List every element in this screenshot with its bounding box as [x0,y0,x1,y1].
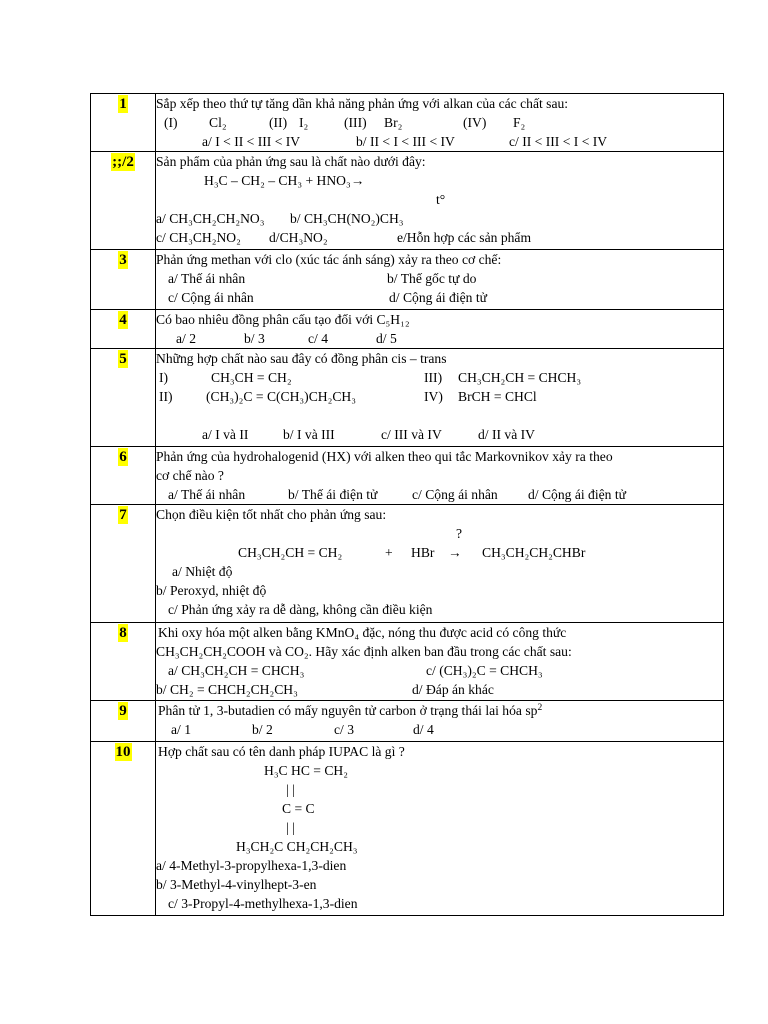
answer-options [156,894,723,913]
option-b[interactable]: b/ 3-Methyl-4-vinylhept-3-en [156,877,317,892]
question-prompt [156,701,723,720]
compound-formula: Cl₂ [209,115,227,130]
question-prompt: Sắp xếp theo thứ tự tăng dần khả năng phản ứng với alkan của các chất sau: [156,96,569,111]
answer-options [156,680,723,699]
option-a[interactable]: a/ I < II < III < IV [202,134,301,149]
option-b[interactable]: b/ Thế gốc tự do [387,271,477,286]
answer-options [156,875,723,894]
product: CH₃CH₂CH₂CHBr [482,545,586,560]
option-c[interactable]: c/ 3-Propyl-4-methylhexa-1,3-dien [168,896,358,911]
option-a[interactable]: a/ 1 [171,722,192,737]
question-prompt: Phản ứng của hydrohalogenid (HX) với alken theo qui tắc Markovnikov xảy ra theo [156,449,613,464]
reaction-condition-line [156,190,723,209]
question-prompt: cơ chế nào ? [156,468,224,483]
superscript: 2 [537,703,543,713]
question-number-cell [91,250,156,310]
question-number: 5 [119,351,127,367]
question-prompt: Những hợp chất nào sau đây có đồng phân cis – trans [156,351,447,366]
compound-list [156,113,723,132]
option-a[interactable]: a/ 2 [176,331,197,346]
compound-label: (IV) [463,115,487,130]
question-number: 7 [119,507,127,523]
question-number-cell [91,505,156,623]
question-number: 8 [119,625,127,641]
option-c[interactable]: c/ Cộng ái nhân [412,487,498,502]
answer-options [156,209,723,228]
option-a[interactable]: a/ Nhiệt độ [172,564,233,579]
question-body [156,310,724,349]
reaction-formula: H₃C – CH₂ – CH₃ + HNO₃→ [204,173,365,188]
question-body [156,701,724,742]
compound-list [156,387,723,406]
compound-label: (III) [344,115,367,130]
option-c[interactable]: c/ 4 [308,331,329,346]
question-row-7 [91,505,724,623]
question-row-8 [91,623,724,701]
reaction-condition: ? [456,526,463,541]
question-prompt: Phản ứng methan với clo (xúc tác ánh sáng) xảy ra theo cơ chế: [156,252,502,267]
option-d[interactable]: d/ Đáp án khác [412,682,494,697]
answer-options [156,600,723,619]
option-c[interactable]: c/ Phản ứng xảy ra dễ dàng, không cần điều kiện [168,602,433,617]
question-row-1 [91,94,724,152]
compound-formula: BrCH = CHCl [458,389,537,404]
structure-line [156,780,723,799]
option-d[interactable]: d/CH₃NO₂ [269,230,328,245]
compound-formula: (CH₃)₂C = C(CH₃)CH₂CH₃ [206,389,356,404]
option-b[interactable]: b/ 3 [244,331,265,346]
option-b[interactable]: b/ II < I < III < IV [356,134,455,149]
question-prompt: Khi oxy hóa một alken bằng KMnO₄ đặc, nóng thu được acid có công thức [158,625,567,640]
option-a[interactable]: a/ Thế ái nhân [168,271,246,286]
option-b[interactable]: b/ I và III [283,427,335,442]
structure-line [156,761,723,780]
question-number: 3 [119,252,127,268]
compound-label: (I) [164,115,178,130]
answer-options [156,562,723,581]
plus-sign: + [385,545,393,560]
option-d[interactable]: d/ Cộng ái điện tử [389,290,487,305]
question-number: 6 [119,449,127,465]
option-c[interactable]: c/ II < III < I < IV [509,134,608,149]
compound-formula: F₂ [513,115,526,130]
option-b[interactable]: b/ Peroxyd, nhiệt độ [156,583,267,598]
question-number-cell [91,94,156,152]
question-body [156,742,724,916]
structural-bond-row: | | [286,820,295,835]
question-body [156,623,724,701]
option-a[interactable]: a/ 4-Methyl-3-propylhexa-1,3-dien [156,858,347,873]
option-a[interactable]: a/ CH₃CH₂CH = CHCH₃ [168,663,305,678]
option-c[interactable]: c/ 3 [334,722,355,737]
option-b[interactable]: b/ 2 [252,722,273,737]
option-a[interactable]: a/ CH₃CH₂CH₂NO₃ [156,211,265,226]
question-number: 4 [119,312,127,328]
compound-label: (II) [269,115,288,130]
question-body [156,152,724,250]
answer-options [156,485,723,504]
compound-formula: CH₃CH₂CH = CHCH₃ [458,370,582,385]
compound-label: II) [159,389,173,404]
option-b[interactable]: b/ CH₃CH(NO₂)CH₃ [290,211,404,226]
option-d[interactable]: d/ 5 [376,331,397,346]
answer-options [156,228,723,247]
question-body [156,250,724,310]
option-d[interactable]: d/ II và IV [478,427,535,442]
option-b[interactable]: b/ Thế ái điện tử [288,487,378,502]
option-c[interactable]: c/ (CH₃)₂C = CHCH₃ [426,663,543,678]
answer-options [156,661,723,680]
structural-bond-row: | | [286,782,295,797]
structural-formula-row: H₃C HC = CH₂ [264,763,348,778]
compound-label: III) [424,370,443,385]
reaction-arrow: → [448,545,462,560]
question-prompt-text: Phân tử 1, 3-butadien có mấy nguyên tử carbon ở trạng thái lai hóa sp [158,703,538,718]
question-body [156,447,724,505]
question-number-cell [91,701,156,742]
question-row-5 [91,349,724,447]
question-number: 9 [119,703,127,719]
question-body [156,94,724,152]
option-b[interactable]: b/ CH₂ = CHCH₂CH₂CH₃ [156,682,298,697]
question-number: 10 [115,744,131,760]
question-row-3 [91,250,724,310]
answer-options [156,425,723,444]
question-prompt: Có bao nhiêu đồng phân cấu tạo đối với C₅H₁₂ [156,312,410,327]
question-number-cell [91,742,156,916]
structure-line [156,837,723,856]
question-prompt: CH₃CH₂CH₂COOH và CO₂. Hãy xác định alken ban đầu trong các chất sau: [156,644,572,659]
question-body [156,505,724,623]
structure-line [156,799,723,818]
question-prompt: Chọn điều kiện tốt nhất cho phản ứng sau: [156,507,387,522]
option-d[interactable]: d/ Cộng ái điện tử [528,487,626,502]
question-number-cell [91,349,156,447]
option-a[interactable]: a/ Thế ái nhân [168,487,246,502]
option-c[interactable]: c/ CH₃CH₂NO₂ [156,230,241,245]
question-prompt: Sản phẩm của phản ứng sau là chất nào dưới đây: [156,154,426,169]
question-body [156,349,724,447]
compound-formula: CH₃CH = CH₂ [211,370,292,385]
question-number-cell [91,623,156,701]
option-c[interactable]: c/ Cộng ái nhân [168,290,254,305]
question-row-6 [91,447,724,505]
option-c[interactable]: c/ III và IV [381,427,442,442]
option-d[interactable]: d/ 4 [413,722,434,737]
option-a[interactable]: a/ I và II [202,427,249,442]
question-number-cell [91,310,156,349]
question-prompt: Hợp chất sau có tên danh pháp IUPAC là gì ? [158,744,405,759]
structure-line [156,818,723,837]
answer-options [156,329,723,348]
answer-options [156,132,723,151]
question-table [90,93,724,916]
answer-options [156,856,723,875]
answer-options [156,288,723,307]
question-number-cell [91,152,156,250]
question-row-10 [91,742,724,916]
reagent: HBr [411,545,435,560]
compound-label: I) [159,370,169,385]
answer-options [156,269,723,288]
structural-formula-row: C = C [282,801,315,816]
question-number-cell [91,447,156,505]
reaction-condition: t° [436,192,446,207]
compound-list [156,368,723,387]
question-row-2 [91,152,724,250]
reactant: CH₃CH₂CH = CH₂ [238,545,343,560]
compound-label: IV) [424,389,443,404]
question-number: 1 [119,96,127,112]
compound-formula: Br₂ [384,115,403,130]
option-e[interactable]: e/Hỗn hợp các sản phẩm [397,230,532,245]
reaction-equation [156,543,723,562]
question-row-9 [91,701,724,742]
answer-options [156,581,723,600]
question-row-4 [91,310,724,349]
answer-options [156,720,723,739]
structural-formula-row: H₃CH₂C CH₂CH₂CH₃ [236,839,358,854]
question-number: ;;/2 [112,154,134,170]
reaction-equation [156,171,723,190]
compound-formula: I₂ [299,115,309,130]
